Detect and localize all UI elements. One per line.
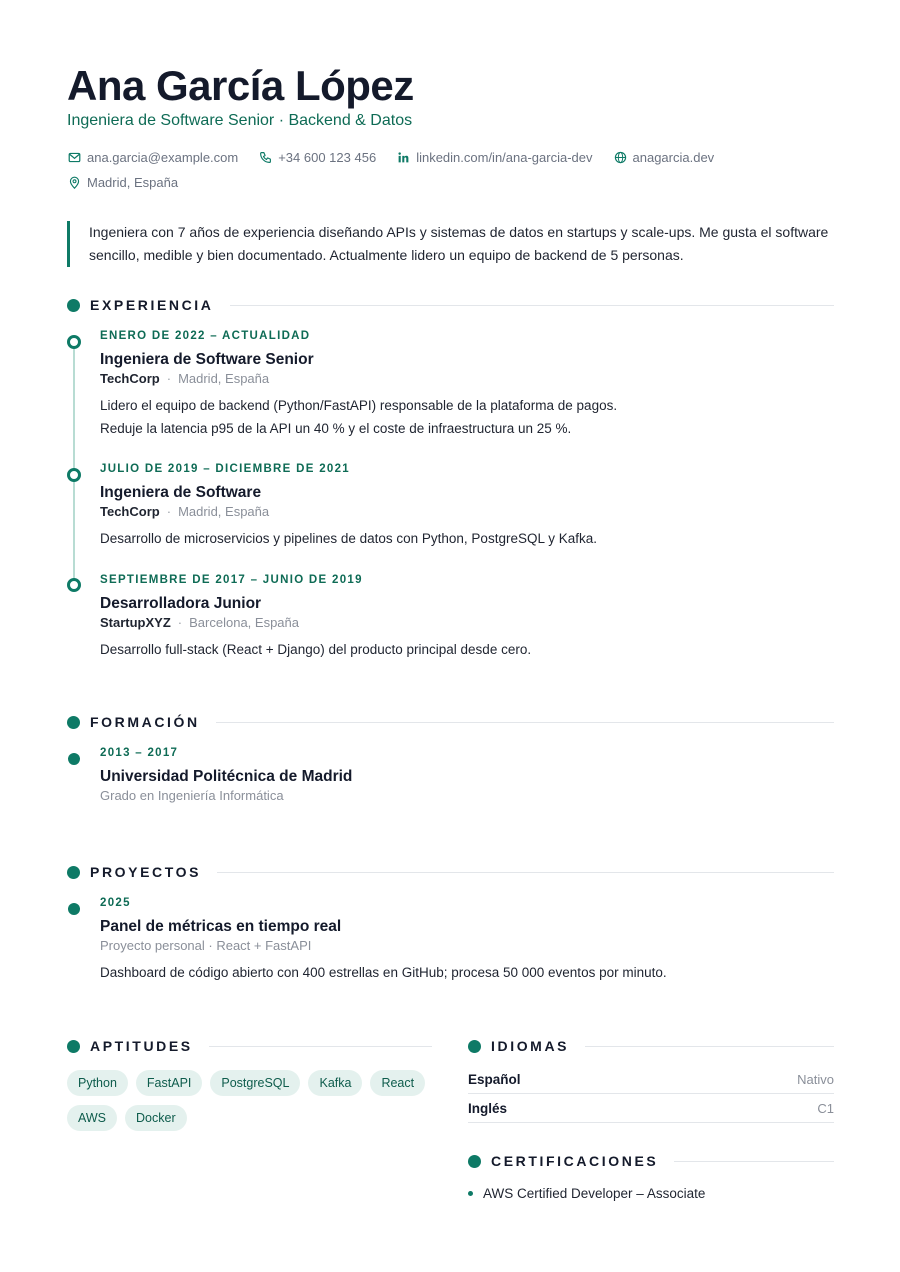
section-divider [209,1046,432,1047]
experience-entry [100,574,840,661]
entry-title: Ingeniera de Software [100,484,262,501]
bullet-icon [468,1191,473,1196]
entry-description [100,394,840,440]
entry-location: Madrid, España [178,504,270,519]
entry-title: Panel de métricas en tiempo real [100,918,342,935]
meta-separator: · [166,504,172,519]
mail-icon [67,150,82,165]
section-title: APTITUDES [90,1038,193,1054]
entry-date: JULIO DE 2019 – DICIEMBRE DE 2021 [100,463,350,475]
skill-tag: PostgreSQL [210,1070,300,1096]
section-title: EXPERIENCIA [90,297,214,313]
timeline-ring-icon [67,335,81,349]
contact-phone[interactable] [258,150,376,165]
language-name: Inglés [468,1100,508,1116]
contact-email[interactable] [67,150,238,165]
contact-row [67,150,734,165]
entry-title: Desarrolladora Junior [100,595,262,612]
language-row [468,1065,834,1094]
skill-tag: AWS [67,1105,117,1131]
entry-title: Ingeniera de Software Senior [100,351,314,368]
section-divider [216,722,834,723]
language-level: C1 [817,1100,834,1116]
candidate-role: Ingeniera de Software Senior · Backend & Datos [67,112,413,129]
entry-meta [100,615,840,630]
languages-section-header [468,1038,834,1054]
section-title: CERTIFICACIONES [491,1153,659,1169]
section-dot-icon [468,1155,481,1168]
contact-location [67,175,178,190]
timeline-ring-icon [67,578,81,592]
section-title: FORMACIÓN [90,714,200,730]
education-section-header [67,714,834,730]
contact-website[interactable] [613,150,715,165]
certifications-section-header [468,1153,834,1169]
profile-summary: Ingeniera con 7 años de experiencia diseñando APIs y sistemas de datos en startups y scale-ups. Me gusta el software sencillo, medible y bien documentado. Actualmente lidero un equipo de backend de 5 personas. [67,221,837,267]
map-pin-icon [67,175,82,190]
entry-description [100,527,840,550]
section-dot-icon [67,866,80,879]
language-name: Español [468,1071,521,1087]
language-level: Nativo [797,1071,834,1087]
entry-meta [100,371,840,386]
contact-linkedin[interactable] [396,150,592,165]
experience-timeline [73,348,75,580]
entry-company: TechCorp [100,504,160,519]
education-entry [100,747,840,803]
skill-tag: Python [67,1070,128,1096]
meta-separator: · [177,615,183,630]
candidate-name: Ana García López [67,62,414,109]
entry-subtitle: Grado en Ingeniería Informática [100,788,284,803]
entry-description-line: Lidero el equipo de backend (Python/FastAPI) responsable de la plataforma de pagos. [100,398,618,413]
entry-description [100,638,840,661]
certification-item [468,1186,705,1201]
entry-description-line: Desarrollo full-stack (React + Django) del producto principal desde cero. [100,642,532,657]
entry-date: 2013 – 2017 [100,747,179,759]
entry-company: TechCorp [100,371,160,386]
section-divider [674,1161,834,1162]
section-dot-icon [67,716,80,729]
section-dot-icon [468,1040,481,1053]
skills-tag-list [67,1070,437,1140]
entry-location: Madrid, España [178,371,270,386]
skill-tag: Docker [125,1105,187,1131]
email-text: ana.garcia@example.com [87,150,239,165]
entry-date: ENERO DE 2022 – ACTUALIDAD [100,330,311,342]
entry-subtitle: Proyecto personal · React + FastAPI [100,938,312,953]
website-text: anagarcia.dev [632,150,715,165]
entry-description-line: Desarrollo de microservicios y pipelines de datos con Python, PostgreSQL y Kafka. [100,531,597,546]
section-divider [585,1046,834,1047]
timeline-dot-icon [68,753,80,765]
linkedin-icon [396,150,411,165]
phone-text: +34 600 123 456 [278,150,377,165]
section-dot-icon [67,1040,80,1053]
globe-icon [613,150,628,165]
timeline-dot-icon [68,903,80,915]
entry-meta [100,504,840,519]
projects-section-header [67,864,834,880]
location-text: Madrid, España [87,175,179,190]
section-dot-icon [67,299,80,312]
certification-name: AWS Certified Developer – Associate [483,1186,706,1201]
skill-tag: Kafka [308,1070,362,1096]
skill-tag: FastAPI [136,1070,202,1096]
section-divider [230,305,834,306]
meta-separator: · [166,371,172,386]
experience-entry [100,463,840,550]
experience-entry [100,330,840,440]
entry-date: 2025 [100,897,131,909]
project-entry [100,897,840,984]
skill-tag: React [370,1070,425,1096]
entry-company: StartupXYZ [100,615,171,630]
section-title: IDIOMAS [491,1038,570,1054]
linkedin-text: linkedin.com/in/ana-garcia-dev [416,150,593,165]
experience-section-header [67,297,834,313]
phone-icon [258,150,273,165]
entry-date: SEPTIEMBRE DE 2017 – JUNIO DE 2019 [100,574,363,586]
entry-description-line: Reduje la latencia p95 de la API un 40 % y el coste de infraestructura un 25 %. [100,421,572,436]
section-divider [217,872,834,873]
entry-title: Universidad Politécnica de Madrid [100,768,353,785]
contact-row-2 [67,175,198,190]
skills-section-header [67,1038,432,1054]
entry-location: Barcelona, España [189,615,299,630]
timeline-ring-icon [67,468,81,482]
language-row [468,1094,834,1123]
section-title: PROYECTOS [90,864,202,880]
entry-description: Dashboard de código abierto con 400 estrellas en GitHub; procesa 50 000 eventos por minuto. [100,965,667,980]
